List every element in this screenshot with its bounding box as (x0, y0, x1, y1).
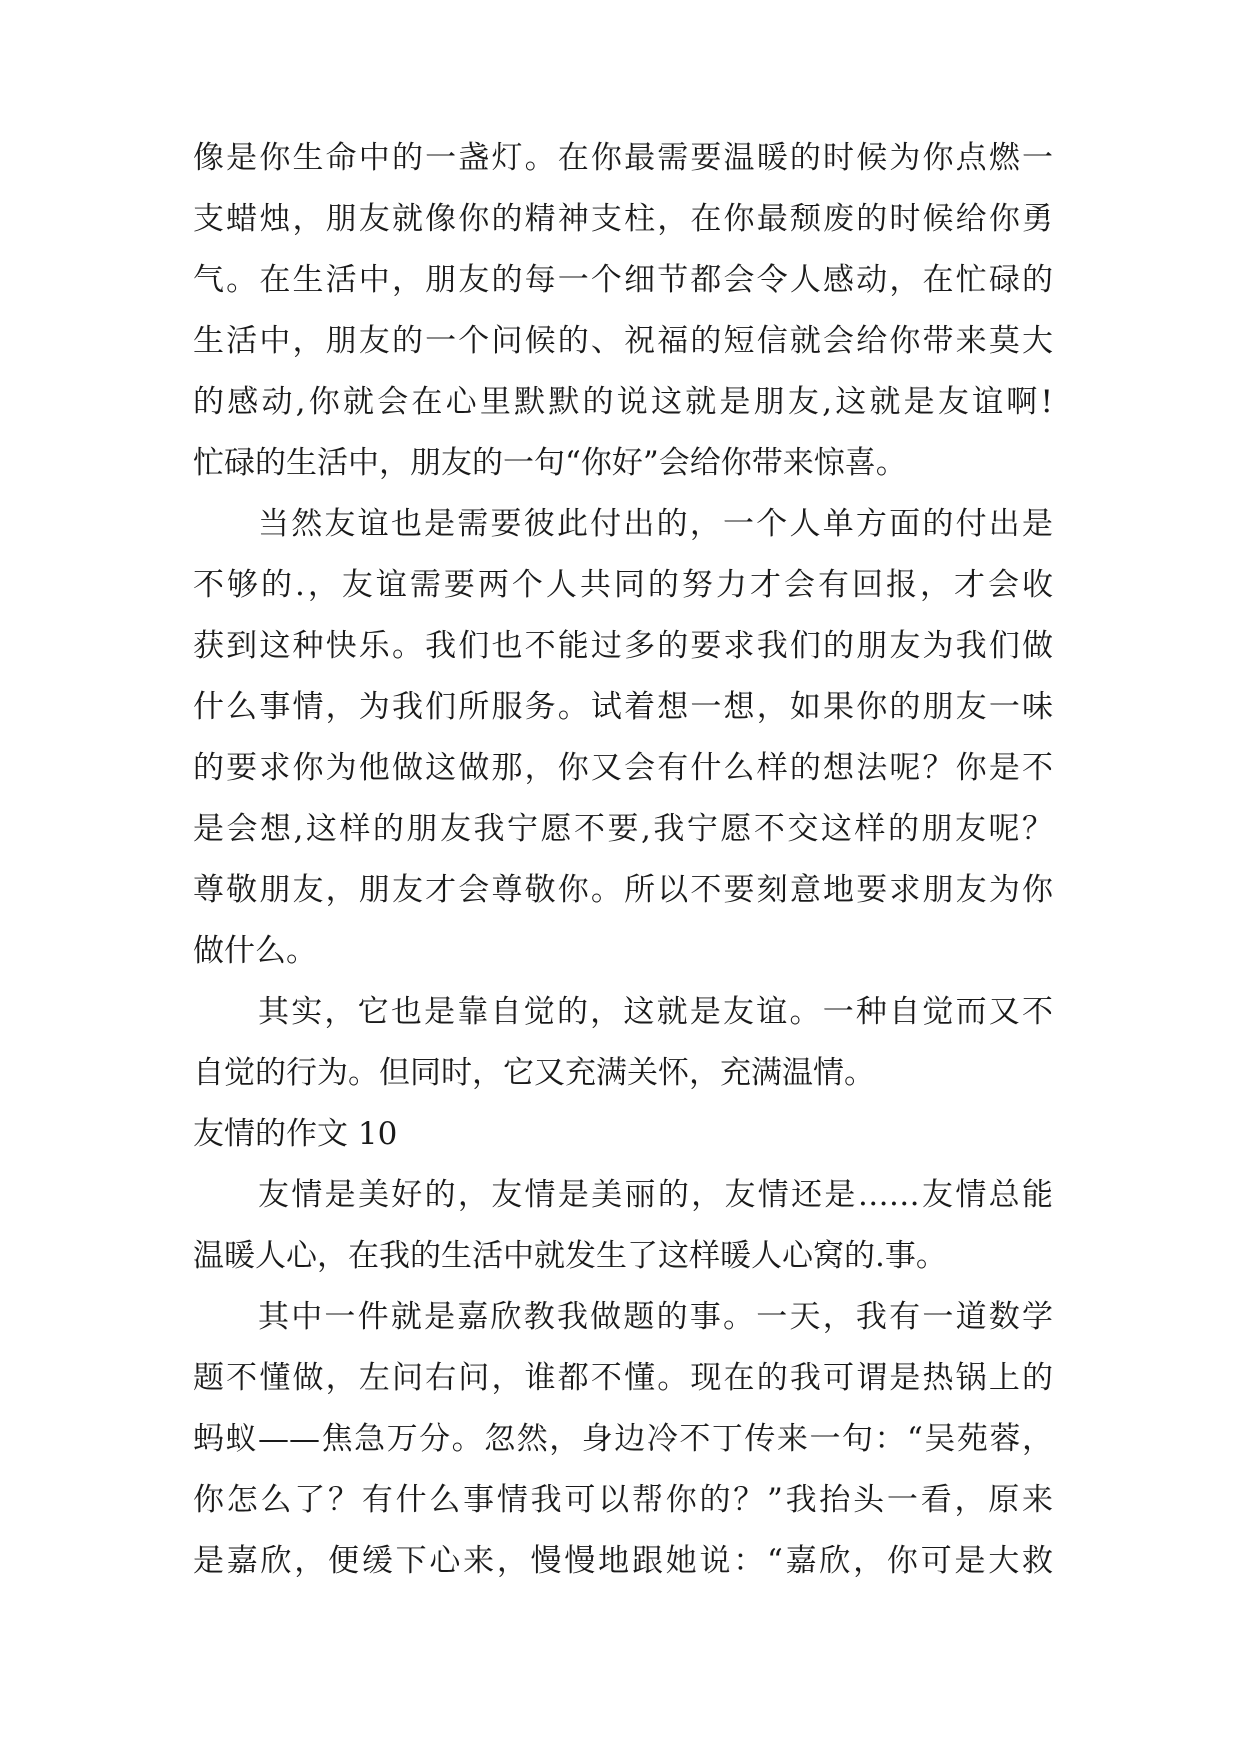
text-line: 做什么。 (193, 933, 317, 969)
paragraph-first-line: 当然友谊也是需要彼此付出的，一个人单方面的付出是 (258, 506, 1053, 542)
text-line: 忙碌的生活中，朋友的一句“你好”会给你带来惊喜。 (193, 445, 907, 481)
text-line: 自觉的行为。但同时，它又充满关怀，充满温情。 (193, 1055, 875, 1091)
text-line: 是会想,这样的朋友我宁愿不要,我宁愿不交这样的朋友呢？ (193, 811, 1053, 847)
text-line: 获到这种快乐。我们也不能过多的要求我们的朋友为我们做 (193, 628, 1053, 664)
paragraph-first-line: 友情是美好的，友情是美丽的，友情还是……友情总能 (258, 1177, 1053, 1213)
text-line: 支蜡烛，朋友就像你的精神支柱，在你最颓废的时候给你勇 (193, 201, 1053, 237)
text-line: 什么事情，为我们所服务。试着想一想，如果你的朋友一味 (193, 689, 1053, 725)
text-line: 是嘉欣，便缓下心来，慢慢地跟她说：“嘉欣，你可是大救 (193, 1543, 1053, 1579)
text-line: 不够的.，友谊需要两个人共同的努力才会有回报，才会收 (193, 567, 1053, 603)
paragraph-first-line: 其实，它也是靠自觉的，这就是友谊。一种自觉而又不 (258, 994, 1053, 1030)
paragraph-first-line: 其中一件就是嘉欣教我做题的事。一天，我有一道数学 (258, 1299, 1053, 1335)
text-line: 气。在生活中，朋友的每一个细节都会令人感动，在忙碌的 (193, 262, 1053, 298)
section-heading: 友情的作文 10 (193, 1116, 398, 1152)
text-line: 生活中，朋友的一个问候的、祝福的短信就会给你带来莫大 (193, 323, 1053, 359)
text-line: 温暖人心，在我的生活中就发生了这样暖人心窝的.事。 (193, 1238, 947, 1274)
text-line: 尊敬朋友，朋友才会尊敬你。所以不要刻意地要求朋友为你 (193, 872, 1053, 908)
text-line: 的要求你为他做这做那，你又会有什么样的想法呢？你是不 (193, 750, 1053, 786)
text-line: 题不懂做，左问右问，谁都不懂。现在的我可谓是热锅上的 (193, 1360, 1053, 1396)
text-line: 你怎么了？有什么事情我可以帮你的？”我抬头一看，原来 (193, 1482, 1053, 1518)
text-line: 像是你生命中的一盏灯。在你最需要温暖的时候为你点燃一 (193, 140, 1053, 176)
text-line: 蚂蚁——焦急万分。忽然，身边冷不丁传来一句：“吴苑蓉， (193, 1421, 1053, 1457)
text-line: 的感动,你就会在心里默默的说这就是朋友,这就是友谊啊! (193, 384, 1053, 420)
